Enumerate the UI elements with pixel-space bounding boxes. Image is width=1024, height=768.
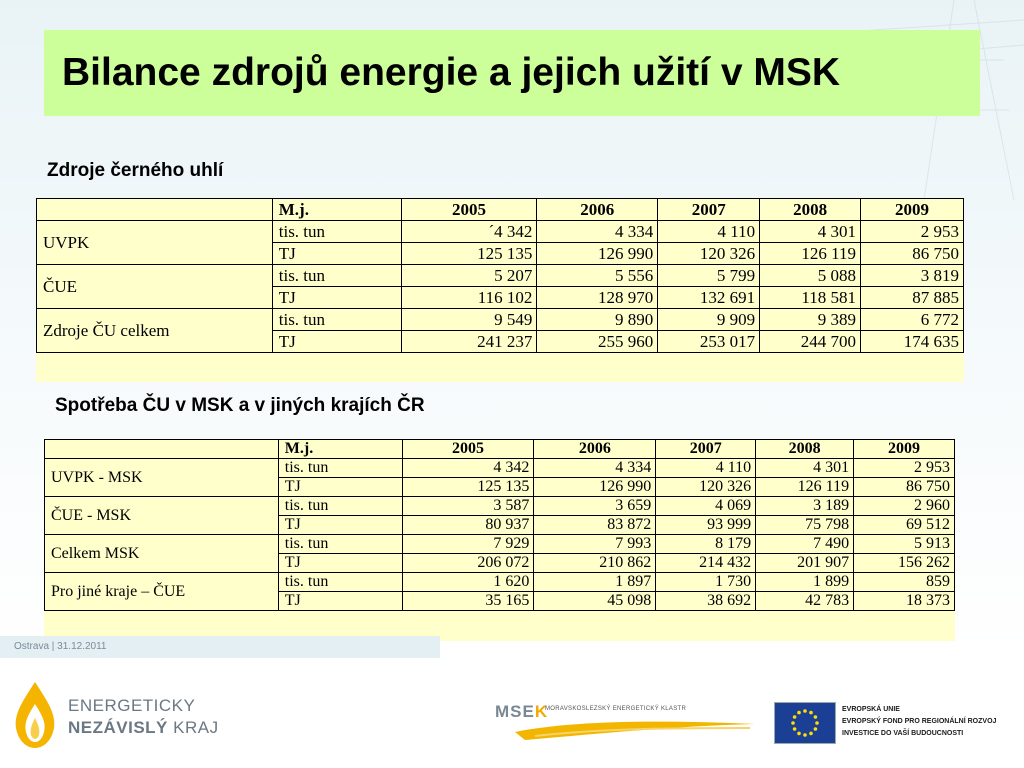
column-header: 2009	[861, 199, 964, 221]
value-cell: 38 692	[656, 592, 756, 611]
value-cell: ´4 342	[401, 221, 537, 243]
value-cell: 3 659	[534, 497, 656, 516]
swoosh-icon	[515, 718, 755, 742]
value-cell: 4 069	[656, 497, 756, 516]
table-row	[45, 535, 955, 554]
column-header: 2008	[760, 199, 861, 221]
value-cell: 201 907	[756, 554, 854, 573]
value-cell: 9 549	[401, 309, 537, 331]
value-cell: 6 772	[861, 309, 964, 331]
row-group-label: Pro jiné kraje – ČUE	[45, 573, 279, 611]
section-heading-coal-consumption: Spotřeba ČU v MSK a v jiných krajích ČR	[55, 395, 425, 416]
value-cell: 126 119	[756, 478, 854, 497]
unit-cell: TJ	[272, 243, 401, 265]
value-cell: 9 890	[537, 309, 658, 331]
value-cell: 132 691	[658, 287, 760, 309]
coal-sources-table	[36, 198, 964, 353]
table-row	[45, 573, 955, 592]
unit-cell: TJ	[278, 516, 402, 535]
logo-text-line2	[68, 718, 219, 738]
value-cell: 2 953	[861, 221, 964, 243]
title-banner	[44, 30, 980, 116]
logo-text-bold: NEZÁVISLÝ	[68, 718, 168, 737]
table-header-row	[45, 440, 955, 459]
msek-logo-part-ms: MS	[495, 702, 523, 721]
value-cell: 35 165	[402, 592, 534, 611]
eu-text-line3: INVESTICE DO VAŠÍ BUDOUCNOSTI	[842, 730, 964, 737]
value-cell: 1 897	[534, 573, 656, 592]
unit-cell: TJ	[278, 592, 402, 611]
unit-cell: tis. tun	[272, 265, 401, 287]
column-header: 2007	[656, 440, 756, 459]
value-cell: 1 730	[656, 573, 756, 592]
row-group-label: ČUE - MSK	[45, 497, 279, 535]
value-cell: 42 783	[756, 592, 854, 611]
value-cell: 2 953	[854, 459, 955, 478]
msek-logo-part-k: K	[534, 702, 549, 721]
value-cell: 87 885	[861, 287, 964, 309]
column-header: 2007	[658, 199, 760, 221]
value-cell: 116 102	[401, 287, 537, 309]
table-row	[37, 309, 964, 331]
value-cell: 83 872	[534, 516, 656, 535]
value-cell: 126 119	[760, 243, 861, 265]
unit-cell: TJ	[272, 331, 401, 353]
value-cell: 4 110	[658, 221, 760, 243]
msek-cluster-logo	[495, 700, 755, 744]
row-group-label: Celkem MSK	[45, 535, 279, 573]
value-cell: 1 899	[756, 573, 854, 592]
row-group-label: Zdroje ČU celkem	[37, 309, 273, 353]
unit-cell: tis. tun	[278, 497, 402, 516]
msek-logo-subtitle: MORAVSKOSLEZSKÝ ENERGETICKÝ KLASTR	[545, 706, 687, 712]
value-cell: 255 960	[537, 331, 658, 353]
value-cell: 4 334	[537, 221, 658, 243]
value-cell: 9 389	[760, 309, 861, 331]
row-group-label: ČUE	[37, 265, 273, 309]
column-header: 2005	[402, 440, 534, 459]
value-cell: 1 620	[402, 573, 534, 592]
value-cell: 120 326	[656, 478, 756, 497]
value-cell: 18 373	[854, 592, 955, 611]
value-cell: 93 999	[656, 516, 756, 535]
value-cell: 210 862	[534, 554, 656, 573]
value-cell: 4 301	[760, 221, 861, 243]
value-cell: 45 098	[534, 592, 656, 611]
value-cell: 253 017	[658, 331, 760, 353]
unit-cell: tis. tun	[272, 221, 401, 243]
coal-consumption-table-panel	[44, 439, 955, 641]
column-header: M.j.	[272, 199, 401, 221]
value-cell: 86 750	[854, 478, 955, 497]
value-cell: 244 700	[760, 331, 861, 353]
column-header: 2009	[854, 440, 955, 459]
value-cell: 7 490	[756, 535, 854, 554]
value-cell: 8 179	[656, 535, 756, 554]
value-cell: 9 909	[658, 309, 760, 331]
eu-logo-text	[842, 704, 996, 740]
unit-cell: tis. tun	[278, 573, 402, 592]
coal-sources-table-panel	[36, 198, 964, 382]
value-cell: 3 819	[861, 265, 964, 287]
value-cell: 3 189	[756, 497, 854, 516]
value-cell: 86 750	[861, 243, 964, 265]
table-header-row	[37, 199, 964, 221]
value-cell: 128 970	[537, 287, 658, 309]
value-cell: 126 990	[537, 243, 658, 265]
value-cell: 5 556	[537, 265, 658, 287]
logo-text-line1: ENERGETICKY	[68, 696, 196, 715]
unit-cell: TJ	[272, 287, 401, 309]
value-cell: 4 334	[534, 459, 656, 478]
value-cell: 4 110	[656, 459, 756, 478]
value-cell: 80 937	[402, 516, 534, 535]
unit-cell: TJ	[278, 554, 402, 573]
value-cell: 206 072	[402, 554, 534, 573]
energy-independent-region-logo	[12, 680, 232, 750]
eu-flag-icon	[774, 702, 836, 744]
section-heading-coal-sources: Zdroje černého uhlí	[47, 160, 224, 181]
value-cell: 174 635	[861, 331, 964, 353]
eu-text-line1: EVROPSKÁ UNIE	[842, 706, 900, 713]
msek-logo-part-e: E	[522, 702, 535, 721]
value-cell: 5 913	[854, 535, 955, 554]
value-cell: 214 432	[656, 554, 756, 573]
table-corner-cell	[45, 440, 279, 459]
coal-consumption-table	[44, 439, 955, 611]
value-cell: 7 929	[402, 535, 534, 554]
eu-text-line2: EVROPSKÝ FOND PRO REGIONÁLNÍ ROZVOJ	[842, 718, 997, 725]
eu-logo	[774, 702, 1014, 744]
value-cell: 7 993	[534, 535, 656, 554]
table-corner-cell	[37, 199, 273, 221]
unit-cell: tis. tun	[278, 459, 402, 478]
value-cell: 5 088	[760, 265, 861, 287]
column-header: M.j.	[278, 440, 402, 459]
column-header: 2006	[537, 199, 658, 221]
logo-text-rest: KRAJ	[167, 718, 219, 737]
unit-cell: tis. tun	[278, 535, 402, 554]
column-header: 2008	[756, 440, 854, 459]
value-cell: 2 960	[854, 497, 955, 516]
footer-location-date: Ostrava | 31.12.2011	[14, 641, 107, 652]
value-cell: 859	[854, 573, 955, 592]
value-cell: 4 301	[756, 459, 854, 478]
value-cell: 125 135	[401, 243, 537, 265]
table-row	[45, 497, 955, 516]
value-cell: 75 798	[756, 516, 854, 535]
value-cell: 69 512	[854, 516, 955, 535]
row-group-label: UVPK	[37, 221, 273, 265]
table-row	[37, 221, 964, 243]
flame-icon	[12, 680, 58, 750]
value-cell: 241 237	[401, 331, 537, 353]
column-header: 2005	[401, 199, 537, 221]
page-title: Bilance zdrojů energie a jejich užití v MSK	[62, 51, 841, 94]
value-cell: 5 799	[658, 265, 760, 287]
value-cell: 120 326	[658, 243, 760, 265]
value-cell: 156 262	[854, 554, 955, 573]
value-cell: 4 342	[402, 459, 534, 478]
column-header: 2006	[534, 440, 656, 459]
value-cell: 3 587	[402, 497, 534, 516]
unit-cell: TJ	[278, 478, 402, 497]
table-row	[45, 459, 955, 478]
row-group-label: UVPK - MSK	[45, 459, 279, 497]
value-cell: 125 135	[402, 478, 534, 497]
value-cell: 118 581	[760, 287, 861, 309]
value-cell: 5 207	[401, 265, 537, 287]
value-cell: 126 990	[534, 478, 656, 497]
unit-cell: tis. tun	[272, 309, 401, 331]
table-row	[37, 265, 964, 287]
